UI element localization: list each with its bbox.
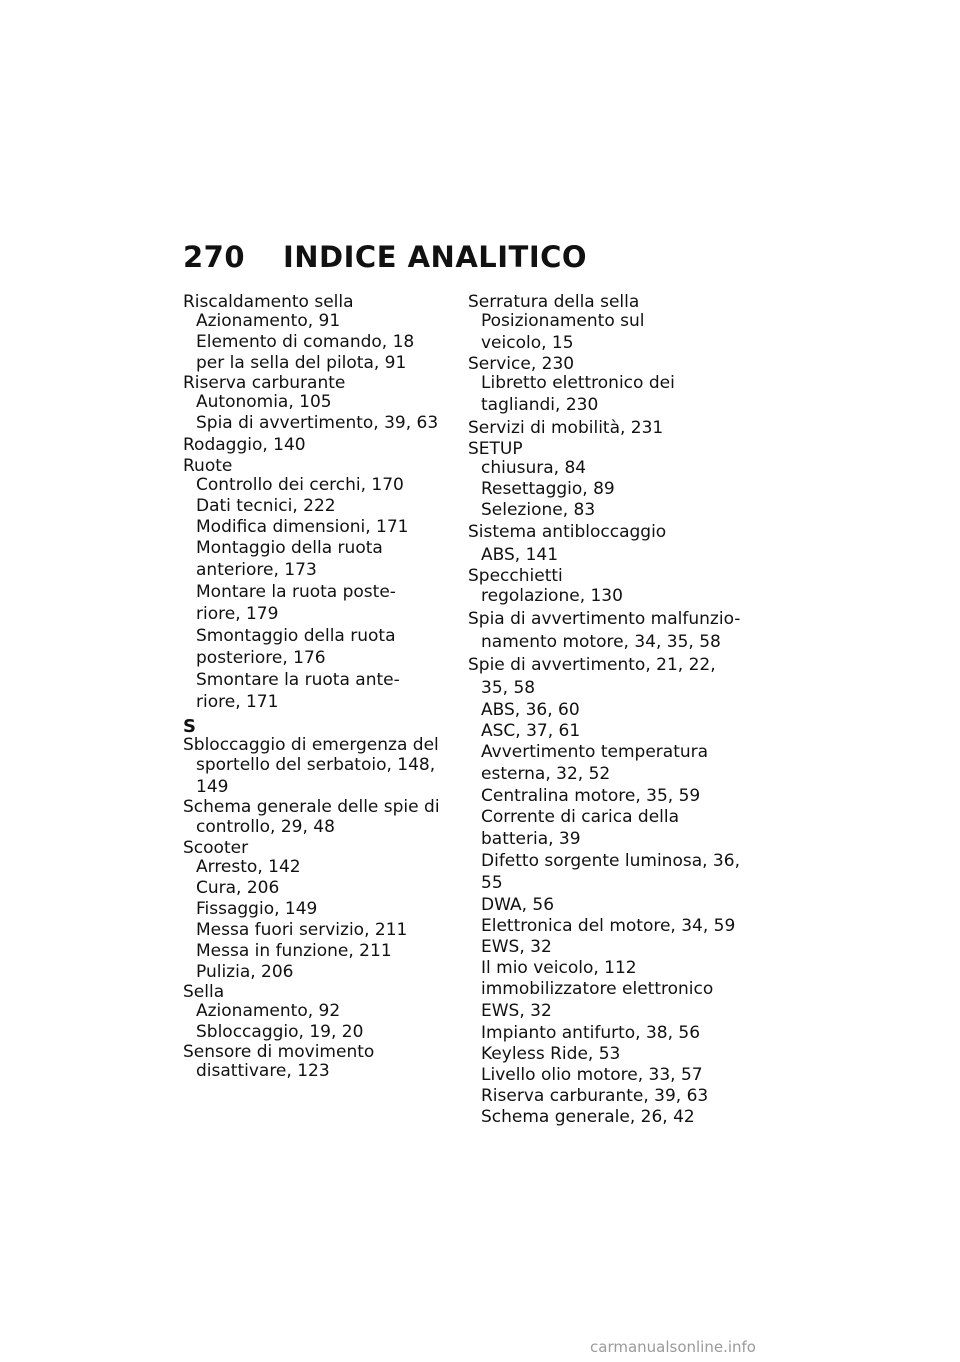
index-term: SETUP bbox=[468, 439, 523, 459]
index-entry bbox=[183, 374, 445, 434]
index-subterm: Dati tecnici, 222 bbox=[196, 496, 336, 516]
index-subterm: sportello del serbatoio, 148, bbox=[196, 755, 436, 775]
index-subterm: Impianto antifurto, 38, 56 bbox=[481, 1023, 701, 1043]
index-subterm: Smontaggio della ruota bbox=[196, 626, 396, 646]
index-entry bbox=[468, 440, 730, 521]
index-subterm: Sbloccaggio, 19, 20 bbox=[196, 1022, 364, 1042]
index-subterm: Controllo dei cerchi, 170 bbox=[196, 475, 404, 495]
index-subterm: esterna, 32, 52 bbox=[481, 764, 611, 784]
index-subterm: Difetto sorgente luminosa, 36, bbox=[481, 851, 740, 871]
index-entry bbox=[183, 798, 445, 839]
index-term: Sistema antibloccaggio bbox=[468, 522, 667, 542]
index-entry bbox=[468, 355, 730, 417]
page-title: INDICE ANALITICO bbox=[283, 240, 588, 274]
index-subterm: riore, 179 bbox=[196, 604, 279, 624]
index-term: Spia di avvertimento malfunzio- bbox=[468, 609, 741, 629]
index-subterm: Avvertimento temperatura bbox=[481, 742, 709, 762]
index-subterm: tagliandi, 230 bbox=[481, 395, 599, 415]
index-subterm: Autonomia, 105 bbox=[196, 392, 332, 412]
index-entry bbox=[183, 434, 445, 457]
index-subterm: per la sella del pilota, 91 bbox=[196, 353, 407, 373]
index-subterm: Modifica dimensioni, 171 bbox=[196, 517, 409, 537]
index-subterm: Libretto elettronico dei bbox=[481, 373, 675, 393]
index-subterm: chiusura, 84 bbox=[481, 458, 587, 478]
index-subterm: Montare la ruota poste- bbox=[196, 582, 396, 602]
index-entry bbox=[183, 1043, 445, 1082]
index-entry bbox=[468, 608, 741, 654]
index-subterm: regolazione, 130 bbox=[481, 586, 623, 606]
index-entry bbox=[183, 293, 445, 374]
index-subterm: Centralina motore, 35, 59 bbox=[481, 786, 701, 806]
index-subterm: namento motore, 34, 35, 58 bbox=[481, 632, 721, 652]
index-subterm: controllo, 29, 48 bbox=[196, 817, 335, 837]
index-column-right bbox=[468, 292, 741, 1128]
index-subterm: disattivare, 123 bbox=[196, 1061, 330, 1081]
index-subterm: Smontare la ruota ante- bbox=[196, 670, 400, 690]
index-entry bbox=[183, 839, 445, 983]
index-subterm: anteriore, 173 bbox=[196, 560, 317, 580]
index-term: Riserva carburante bbox=[183, 373, 346, 393]
index-entry bbox=[468, 293, 730, 355]
index-subterm: Il mio veicolo, 112 bbox=[481, 958, 637, 978]
index-subterm: immobilizzatore elettronico bbox=[481, 979, 714, 999]
index-subterm: riore, 171 bbox=[196, 692, 279, 712]
index-subterm: veicolo, 15 bbox=[481, 333, 574, 353]
index-subterm: Spia di avvertimento, 39, 63 bbox=[196, 413, 439, 433]
index-subterm: Cura, 206 bbox=[196, 878, 280, 898]
index-term: Sensore di movimento bbox=[183, 1042, 375, 1062]
index-entry bbox=[183, 736, 445, 798]
index-term: Specchietti bbox=[468, 566, 563, 586]
index-entry bbox=[183, 983, 445, 1043]
index-entry bbox=[468, 521, 730, 567]
index-subterm: EWS, 32 bbox=[481, 1001, 552, 1021]
index-subterm: Azionamento, 91 bbox=[196, 311, 341, 331]
index-subterm: Montaggio della ruota bbox=[196, 538, 383, 558]
index-subterm: Selezione, 83 bbox=[481, 500, 596, 520]
index-subterm: Posizionamento sul bbox=[481, 311, 645, 331]
index-subterm: 149 bbox=[196, 777, 229, 797]
index-entry bbox=[468, 417, 730, 440]
index-subterm: Azionamento, 92 bbox=[196, 1001, 341, 1021]
index-term: Sbloccaggio di emergenza del bbox=[183, 735, 439, 755]
index-term: Service, 230 bbox=[468, 354, 575, 374]
index-subterm: Riserva carburante, 39, 63 bbox=[481, 1086, 709, 1106]
index-subterm: Resettaggio, 89 bbox=[481, 479, 615, 499]
index-subterm: Schema generale, 26, 42 bbox=[481, 1107, 695, 1127]
index-subterm: Corrente di carica della bbox=[481, 807, 680, 827]
index-subterm: ABS, 141 bbox=[481, 545, 559, 565]
index-term: Scooter bbox=[183, 838, 249, 858]
page-header bbox=[183, 240, 587, 274]
index-subterm: Messa fuori servizio, 211 bbox=[196, 920, 408, 940]
index-subterm: Elemento di comando, 18 bbox=[196, 332, 415, 352]
index-subterm: batteria, 39 bbox=[481, 829, 581, 849]
index-subterm: DWA, 56 bbox=[481, 895, 555, 915]
index-term: Servizi di mobilità, 231 bbox=[468, 418, 664, 438]
index-term: Riscaldamento sella bbox=[183, 292, 354, 312]
index-subterm: ABS, 36, 60 bbox=[481, 700, 580, 720]
index-subterm: Messa in funzione, 211 bbox=[196, 941, 392, 961]
index-term: Spie di avvertimento, 21, 22, bbox=[468, 655, 716, 675]
index-term: Rodaggio, 140 bbox=[183, 435, 306, 455]
index-term: Schema generale delle spie di bbox=[183, 797, 440, 817]
index-entry bbox=[468, 567, 730, 608]
index-column-left bbox=[183, 293, 445, 1082]
watermark-logo: carmanualsonline.info bbox=[590, 1338, 756, 1356]
index-subterm: EWS, 32 bbox=[481, 937, 552, 957]
index-subterm: Elettronica del motore, 34, 59 bbox=[481, 916, 736, 936]
index-entry bbox=[183, 457, 445, 714]
index-subterm: ASC, 37, 61 bbox=[481, 721, 581, 741]
index-subterm: 35, 58 bbox=[481, 678, 536, 698]
index-entry bbox=[468, 654, 740, 1128]
index-subterm: Keyless Ride, 53 bbox=[481, 1044, 621, 1064]
index-subterm: Fissaggio, 149 bbox=[196, 899, 318, 919]
index-subterm: posteriore, 176 bbox=[196, 648, 326, 668]
index-subterm: Arresto, 142 bbox=[196, 857, 301, 877]
page-number: 270 bbox=[183, 240, 246, 274]
index-subterm: 55 bbox=[481, 873, 503, 893]
index-term: Ruote bbox=[183, 456, 233, 476]
index-term: Serratura della sella bbox=[468, 292, 640, 312]
index-subterm: Livello olio motore, 33, 57 bbox=[481, 1065, 703, 1085]
index-term: Sella bbox=[183, 982, 225, 1002]
index-subterm: Pulizia, 206 bbox=[196, 962, 294, 982]
letter-heading: S bbox=[183, 716, 196, 737]
